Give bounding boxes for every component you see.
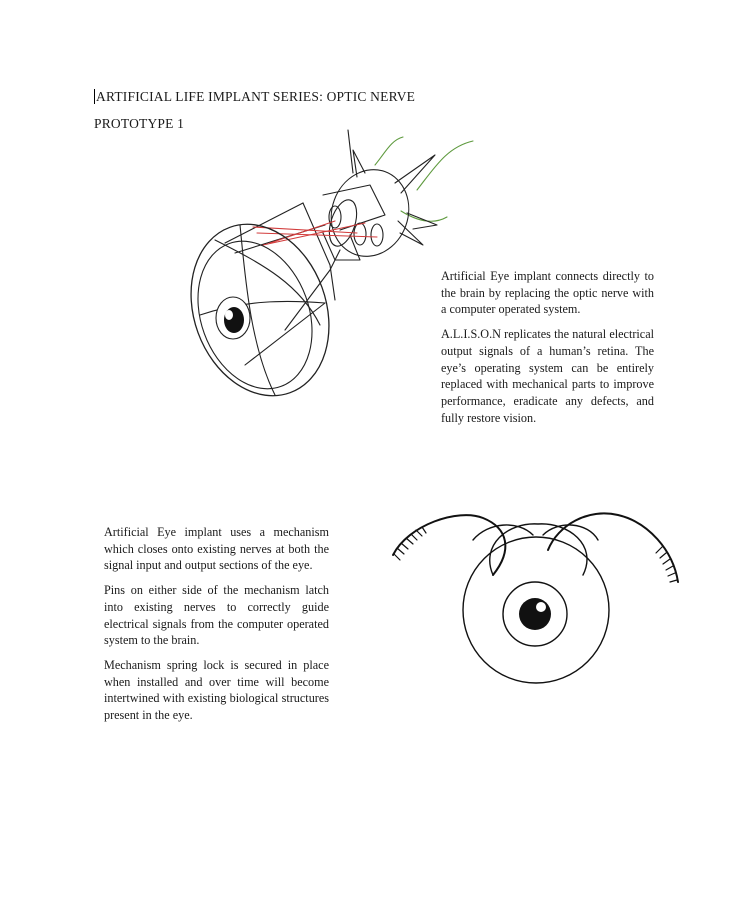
clamp-arm (393, 515, 505, 575)
text-cursor (94, 89, 95, 104)
implant-front-view-figure (388, 510, 688, 690)
cone-outline (225, 203, 303, 243)
document-title-text: ARTIFICIAL LIFE IMPLANT SERIES: OPTIC NERVE (96, 89, 416, 104)
pupil-highlight (225, 310, 233, 320)
implant-isometric-figure (185, 125, 475, 365)
document-title (94, 89, 415, 105)
paragraph: Mechanism spring lock is secured in place when installed and over time will become intertwined with existing biological structures present in the eye. (104, 657, 329, 723)
mechanism-description-left (104, 524, 329, 732)
paragraph: Artificial Eye implant uses a mechanism which closes onto existing nerves at both the signal input and output sections of the eye. (104, 525, 329, 573)
cone-outline (285, 250, 340, 330)
clamp-teeth (394, 527, 426, 560)
clamp-arm (548, 513, 678, 582)
mechanism-ring (371, 224, 383, 246)
nerve-spike (398, 221, 423, 245)
nerve-tendril (375, 137, 403, 165)
nerve-spike (348, 130, 353, 173)
paragraph: A.L.I.S.O.N replicates the natural electrical output signals of a human’s retina. The eye’s operating system can be entirely replaced with mechanical parts to improve performance, eradicate any defects, and fully restore vision. (441, 327, 654, 425)
implant-description-right (441, 268, 654, 434)
paragraph: Artificial Eye implant connects directly to the brain by replacing the optic nerve with a computer operated system. (441, 269, 654, 317)
pupil-highlight (536, 602, 546, 612)
mechanism-ring (354, 223, 366, 245)
pupil (519, 598, 551, 630)
paragraph: Pins on either side of the mechanism latch into existing nerves to correctly guide electrical signals from the computer operated system to the brain. (104, 583, 329, 648)
document-subtitle: PROTOTYPE 1 (94, 116, 185, 131)
